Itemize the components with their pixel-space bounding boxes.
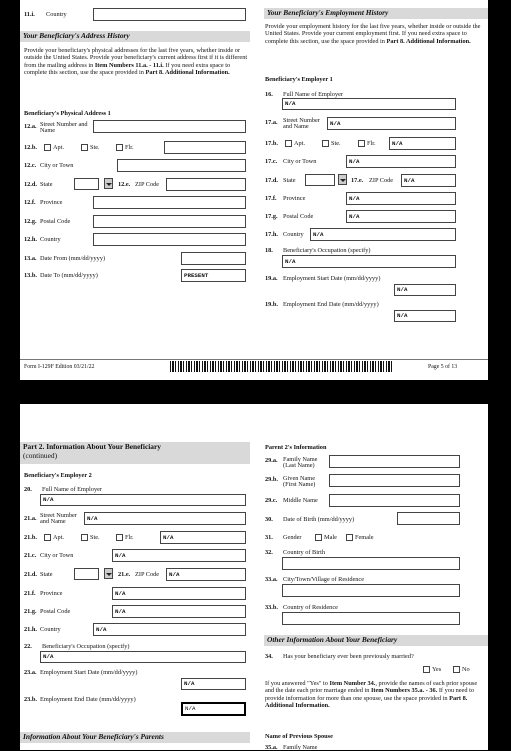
state-select[interactable]: [74, 178, 99, 190]
zip-code-field[interactable]: [166, 568, 246, 581]
ste-checkbox[interactable]: [81, 534, 88, 541]
female-checkbox[interactable]: [346, 534, 353, 541]
q29b-number: 29.b.: [265, 476, 278, 483]
city-town-field[interactable]: [117, 159, 246, 172]
no-checkbox[interactable]: [453, 666, 460, 673]
state-select[interactable]: [305, 174, 335, 186]
q17h-number: 17.h.: [265, 231, 278, 238]
q23b-label: Employment End Date (mm/dd/yyyy): [40, 696, 136, 703]
unit-value: N/A: [163, 534, 174, 541]
country-field[interactable]: [310, 228, 456, 241]
q17a-number: 17.a.: [265, 119, 278, 126]
q12d-number: 12.d.: [24, 181, 37, 188]
end-date-value: N/A: [185, 705, 196, 712]
q17e-label: ZIP Code: [369, 177, 394, 184]
q21h-number: 21.h.: [24, 626, 37, 633]
employer-name-field[interactable]: [40, 494, 246, 506]
q17h-label: Country: [283, 231, 304, 238]
ste-label: Ste.: [331, 140, 341, 147]
q33b-label: Country of Residence: [283, 604, 338, 611]
chevron-down-icon[interactable]: [338, 174, 347, 185]
ste-checkbox[interactable]: [322, 140, 329, 147]
female-label: Female: [355, 534, 374, 541]
city-value: N/A: [349, 158, 360, 165]
q31-label: Gender: [283, 534, 302, 541]
q23a-label: Employment Start Date (mm/dd/yyyy): [40, 669, 138, 676]
q19a-label: Employment Start Date (mm/dd/yyyy): [283, 275, 381, 282]
date-of-birth-field[interactable]: [397, 512, 460, 525]
province-field[interactable]: [346, 192, 456, 205]
street-number-name-field[interactable]: [327, 117, 456, 130]
q21d-number: 21.d.: [24, 571, 37, 578]
q17c-label: City or Town: [283, 158, 317, 165]
unit-number-field[interactable]: [164, 141, 246, 154]
parent-2-subheading: Parent 2's Information: [265, 444, 327, 451]
occupation-field[interactable]: [40, 651, 246, 663]
flr-checkbox[interactable]: [116, 534, 123, 541]
q21c-label: City or Town: [40, 552, 74, 559]
postal-code-field[interactable]: [112, 605, 246, 618]
q31-number: 31.: [265, 534, 273, 541]
date-to-value: PRESENT: [184, 272, 209, 279]
employment-start-date-field[interactable]: [181, 678, 246, 690]
employer-name-value: N/A: [285, 100, 296, 107]
q12f-label: Province: [40, 199, 63, 206]
start-date-value: N/A: [397, 286, 408, 293]
q22-label: Beneficiary's Occupation (specify): [42, 643, 130, 650]
q21g-number: 21.g.: [24, 608, 37, 615]
q12e-number: 12.e.: [118, 181, 131, 188]
occupation-value: N/A: [43, 653, 54, 660]
city-town-field[interactable]: [112, 549, 246, 562]
country-field[interactable]: [93, 8, 246, 21]
employment-history-header: Your Beneficiary's Employment History: [264, 8, 488, 19]
ste-label: Ste.: [90, 534, 100, 541]
country-field[interactable]: [93, 233, 246, 246]
ste-label: Ste.: [90, 144, 100, 151]
country-field[interactable]: [93, 623, 246, 636]
end-date-value: N/A: [397, 312, 408, 319]
unit-value: N/A: [392, 140, 403, 147]
flr-checkbox[interactable]: [358, 140, 365, 147]
apt-checkbox[interactable]: [285, 140, 292, 147]
form-page-5: [20, 0, 488, 380]
q30-number: 30.: [265, 516, 273, 523]
street-number-name-field[interactable]: [84, 512, 246, 525]
page-number: Page 5 of 13: [428, 364, 458, 370]
q21e-label: ZIP Code: [135, 571, 160, 578]
chevron-down-icon[interactable]: [104, 568, 113, 579]
address-history-instructions: Provide your beneficiary's physical addresses for the last five years, whether inside or outside the United States. Provide your beneficiary's current address first if it is different from the mailing address in Item Numbers 11.a. - 11.i. If you need extra space to complete this section, use the space provided in Part 8. Additional Information.: [24, 47, 248, 76]
q12d-label: State: [40, 181, 53, 188]
q29b-label: Given Name (First Name): [283, 475, 316, 489]
q29a-label: Family Name (Last Name): [283, 456, 318, 470]
q21g-label: Postal Code: [40, 608, 71, 615]
q21e-number: 21.e.: [118, 571, 131, 578]
postal-value: N/A: [349, 213, 360, 220]
q13a-number: 13.a.: [24, 255, 37, 262]
q35a-label: Family Name: [283, 744, 318, 751]
q12h-number: 12.h.: [24, 236, 37, 243]
parents-header: Information About Your Beneficiary's Parents: [20, 732, 250, 743]
province-value: N/A: [349, 195, 360, 202]
q17d-label: State: [283, 177, 296, 184]
male-checkbox[interactable]: [315, 534, 322, 541]
q13a-label: Date From (mm/dd/yyyy): [40, 255, 106, 262]
q19b-number: 19.b.: [265, 301, 278, 308]
q12a-number: 12.a.: [24, 123, 37, 130]
street-number-name-field[interactable]: [93, 120, 246, 133]
employment-history-instructions: Provide your employment history for the last five years, whether inside or outside the United States. Provide your current employment first. If you need extra space to complete this section, use the space provided in Part 8. Additional Information.: [265, 23, 481, 45]
postal-value: N/A: [115, 608, 126, 615]
family-name-field[interactable]: [329, 455, 460, 468]
q12f-number: 12.f.: [24, 199, 36, 206]
q18-label: Beneficiary's Occupation (specify): [283, 247, 371, 254]
physical-address-subheading: Beneficiary's Physical Address 1: [24, 110, 111, 117]
barcode-image: [170, 361, 392, 372]
q17e-number: 17.e.: [351, 177, 364, 184]
q29c-label: Middle Name: [283, 497, 318, 504]
occupation-value: N/A: [285, 258, 296, 265]
start-date-value: N/A: [184, 680, 195, 687]
q32-number: 32.: [265, 549, 273, 556]
q23b-number: 23.b.: [24, 696, 37, 703]
flr-label: Flr.: [367, 140, 376, 147]
q12a-label: Street Number and Name: [40, 121, 88, 135]
form-edition: Form I-129F Edition 03/21/22: [24, 364, 95, 370]
country-value: N/A: [313, 231, 324, 238]
ste-checkbox[interactable]: [81, 144, 88, 151]
part-2-subtitle: (continued): [23, 451, 58, 460]
country-of-birth-field[interactable]: [282, 557, 460, 570]
postal-code-field[interactable]: [93, 215, 246, 228]
q34-number: 34.: [265, 653, 273, 660]
province-value: N/A: [115, 590, 126, 597]
street-value: N/A: [330, 120, 341, 127]
q17b-number: 17.b.: [265, 140, 278, 147]
province-field[interactable]: [93, 196, 246, 209]
form-page-6: [20, 404, 488, 750]
city-value: N/A: [115, 552, 126, 559]
q34-label: Has your beneficiary ever been previously married?: [283, 653, 414, 660]
q11i-label: Country: [46, 11, 67, 18]
q21f-label: Province: [40, 590, 63, 597]
employment-end-date-field[interactable]: [394, 310, 456, 322]
apt-label: Apt.: [53, 144, 65, 151]
q21a-number: 21.a.: [24, 515, 37, 522]
q17g-label: Postal Code: [283, 213, 314, 220]
q23a-number: 23.a.: [24, 669, 37, 676]
yes-checkbox[interactable]: [423, 666, 430, 673]
part-2-title: Part 2. Information About Your Beneficiary: [23, 442, 161, 451]
date-from-field[interactable]: [181, 252, 246, 265]
q12c-number: 12.c.: [24, 162, 37, 169]
q21f-number: 21.f.: [24, 590, 36, 597]
flr-label: Flr.: [125, 534, 134, 541]
q13b-label: Date To (mm/dd/yyyy): [40, 272, 98, 279]
employer-name-field[interactable]: [282, 98, 456, 110]
part-2-header: [20, 442, 250, 464]
zip-code-field[interactable]: [166, 178, 246, 191]
q33a-number: 33.a.: [265, 576, 278, 583]
q12h-label: Country: [40, 236, 61, 243]
previous-spouse-subheading: Name of Previous Spouse: [265, 733, 333, 740]
q21a-label: Street Number and Name: [40, 512, 77, 526]
zip-value: N/A: [169, 571, 180, 578]
q30-label: Date of Birth (mm/dd/yyyy): [283, 516, 355, 523]
q21d-label: State: [40, 571, 53, 578]
q29a-number: 29.a.: [265, 457, 278, 464]
country-value: N/A: [96, 626, 107, 633]
q12c-label: City or Town: [40, 162, 74, 169]
zip-value: N/A: [404, 177, 415, 184]
apt-checkbox[interactable]: [44, 534, 51, 541]
employer-1-subheading: Beneficiary's Employer 1: [265, 76, 333, 83]
apt-checkbox[interactable]: [44, 144, 51, 151]
postal-code-field[interactable]: [346, 210, 456, 223]
q12g-label: Postal Code: [40, 218, 71, 225]
q19b-label: Employment End Date (mm/dd/yyyy): [283, 301, 379, 308]
country-of-residence-field[interactable]: [282, 612, 460, 625]
unit-number-field[interactable]: [389, 137, 456, 150]
q17d-number: 17.d.: [265, 177, 278, 184]
province-field[interactable]: [112, 587, 246, 600]
middle-name-field[interactable]: [329, 494, 460, 507]
employment-start-date-field[interactable]: [394, 284, 456, 296]
q21h-label: Country: [40, 626, 61, 633]
date-to-field[interactable]: [181, 269, 246, 282]
q17g-number: 17.g.: [265, 213, 278, 220]
q22-number: 22.: [24, 643, 32, 650]
previous-marriage-instructions: If you answered "Yes" to Item Number 34., provide the names of each prior spouse and the date each prior marriage ended in Item Numbers 35.a. - 36. If you need to provide information for more than one spouse, use the space provided in Part 8. Additional Information.: [265, 680, 478, 709]
q17f-number: 17.f.: [265, 195, 277, 202]
unit-number-field[interactable]: [160, 531, 246, 544]
flr-label: Flr.: [125, 144, 134, 151]
q33a-label: City/Town/Village of Residence: [283, 576, 365, 583]
zip-code-field[interactable]: [401, 174, 456, 187]
yes-label: Yes: [432, 666, 442, 673]
employer-name-value: N/A: [43, 496, 54, 503]
q18-number: 18.: [265, 247, 273, 254]
q12b-number: 12.b.: [24, 144, 37, 151]
q17f-label: Province: [283, 195, 306, 202]
q20-label: Full Name of Employer: [42, 486, 102, 493]
employer-2-subheading: Beneficiary's Employer 2: [24, 472, 92, 479]
q17c-number: 17.c.: [265, 158, 278, 165]
q21c-number: 21.c.: [24, 552, 37, 559]
male-label: Male: [324, 534, 337, 541]
apt-label: Apt.: [294, 140, 306, 147]
state-select[interactable]: [74, 568, 99, 580]
q21b-number: 21.b.: [24, 534, 37, 541]
q16-label: Full Name of Employer: [283, 91, 343, 98]
chevron-down-icon[interactable]: [104, 178, 113, 189]
apt-label: Apt.: [53, 534, 65, 541]
city-of-residence-field[interactable]: [282, 584, 460, 597]
address-history-header: Your Beneficiary's Address History: [20, 31, 250, 42]
other-info-header: Other Information About Your Beneficiary: [264, 635, 488, 646]
q16-number: 16.: [265, 91, 273, 98]
q33b-number: 33.b.: [265, 604, 278, 611]
no-label: No: [462, 666, 470, 673]
street-value: N/A: [87, 515, 98, 522]
employment-end-date-field[interactable]: [181, 702, 246, 716]
flr-checkbox[interactable]: [116, 144, 123, 151]
q35a-number: 35.a.: [265, 744, 278, 751]
city-town-field[interactable]: [346, 155, 456, 168]
q32-label: Country of Birth: [283, 549, 325, 556]
q17a-label: Street Number and Name: [283, 117, 320, 131]
footer-rule: [20, 359, 488, 360]
given-name-field[interactable]: [329, 474, 460, 487]
q13b-number: 13.b.: [24, 272, 37, 279]
q12e-label: ZIP Code: [135, 181, 160, 188]
q19a-number: 19.a.: [265, 275, 278, 282]
q20-number: 20.: [24, 486, 32, 493]
occupation-field[interactable]: [282, 255, 456, 268]
q29c-number: 29.c.: [265, 497, 278, 504]
q11i-number: 11.i.: [24, 11, 35, 18]
q12g-number: 12.g.: [24, 218, 37, 225]
